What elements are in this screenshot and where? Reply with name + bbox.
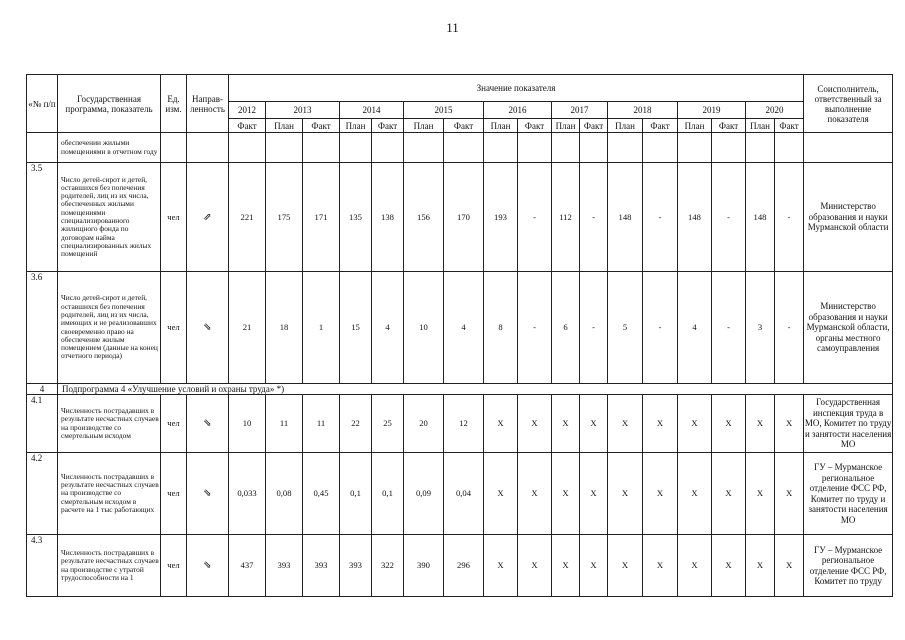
value-cell: 0,08 [266, 453, 303, 535]
value-cell: 11 [266, 395, 303, 453]
value-cell: 437 [229, 535, 266, 597]
header-fact: Факт [229, 119, 266, 133]
header-plan: План [340, 119, 372, 133]
value-cell: 21 [229, 272, 266, 384]
value-cell: 25 [372, 395, 404, 453]
header-plan: План [484, 119, 518, 133]
header-direction: Направ-ленность [187, 75, 229, 133]
value-cell: Х [608, 395, 643, 453]
header-plan: План [678, 119, 712, 133]
value-cell: 148 [608, 163, 643, 272]
subprogram-row [27, 384, 893, 395]
value-cell: 148 [678, 163, 712, 272]
value-cell: Х [552, 453, 580, 535]
value-cell: Х [678, 395, 712, 453]
value-cell: Х [484, 395, 518, 453]
value-cell: Х [746, 395, 775, 453]
value-cell: Х [775, 453, 804, 535]
value-cell: Х [775, 535, 804, 597]
value-cell: Х [518, 395, 552, 453]
value-cell: Х [643, 453, 678, 535]
header-num: «№ п/п [27, 75, 58, 133]
row-unit: чел [161, 163, 187, 272]
value-cell: - [580, 163, 608, 272]
row-unit: чел [161, 395, 187, 453]
value-cell: 171 [303, 163, 340, 272]
row-responsible: Министерство образования и науки Мурманской области [804, 163, 893, 272]
value-cell: Х [580, 535, 608, 597]
value-cell: 0,033 [229, 453, 266, 535]
row-name: Число детей-сирот и детей, оставшихся без попечения родителей, лиц из их числа, обеспеченных жилыми помещениями специализированного жилищного фонда по договорам найма специализированных жилых помещений [58, 163, 161, 272]
value-cell: 322 [372, 535, 404, 597]
header-year: 2020 [746, 102, 804, 119]
value-cell: 20 [404, 395, 444, 453]
header-year: 2014 [340, 102, 404, 119]
header-unit: Ед. изм. [161, 75, 187, 133]
value-cell: 0,45 [303, 453, 340, 535]
value-cell: 18 [266, 272, 303, 384]
value-cell: 0,1 [372, 453, 404, 535]
header-fact: Факт [775, 119, 804, 133]
row-number: 4.3 [27, 535, 58, 597]
value-cell: Х [484, 535, 518, 597]
value-cell: 4 [444, 272, 484, 384]
value-cell: 10 [229, 395, 266, 453]
subprogram-num: 4 [27, 384, 58, 395]
value-cell: 393 [340, 535, 372, 597]
value-cell: 390 [404, 535, 444, 597]
value-cell: 170 [444, 163, 484, 272]
header-fact: Факт [643, 119, 678, 133]
header-fact: Факт [712, 119, 746, 133]
value-cell: 12 [444, 395, 484, 453]
table-row [27, 163, 893, 272]
header-plan: План [552, 119, 580, 133]
table-row [27, 272, 893, 384]
value-cell: Х [746, 453, 775, 535]
row-number: 4.1 [27, 395, 58, 453]
value-cell: Х [580, 395, 608, 453]
row-unit: чел [161, 535, 187, 597]
value-cell: 0,04 [444, 453, 484, 535]
value-cell: Х [608, 535, 643, 597]
header-values: Значение показателя [229, 75, 804, 102]
row-responsible: ГУ – Мурманское региональное отделение ФСС РФ, Комитет по труду и занятости населения МО [804, 453, 893, 535]
row-responsible: Министерство образования и науки Мурманской области, органы местного самоуправления [804, 272, 893, 384]
value-cell: 156 [404, 163, 444, 272]
value-cell: - [643, 272, 678, 384]
value-cell: Х [712, 453, 746, 535]
value-cell: 393 [303, 535, 340, 597]
direction-arrow-icon: ⇘ [187, 395, 229, 453]
direction-arrow-icon: ⇘ [187, 453, 229, 535]
value-cell: Х [484, 453, 518, 535]
value-cell: Х [712, 395, 746, 453]
indicators-table [26, 74, 893, 597]
value-cell: Х [552, 535, 580, 597]
value-cell: Х [746, 535, 775, 597]
value-cell: 15 [340, 272, 372, 384]
header-year: 2017 [552, 102, 608, 119]
value-cell: Х [712, 535, 746, 597]
value-cell: 148 [746, 163, 775, 272]
row-name: обеспечении жилыми помещениями в отчетном году [58, 133, 161, 163]
row-number: 3.6 [27, 272, 58, 384]
row-number: 3.5 [27, 163, 58, 272]
value-cell: 10 [404, 272, 444, 384]
value-cell: 138 [372, 163, 404, 272]
value-cell: 221 [229, 163, 266, 272]
table-row [27, 395, 893, 453]
header-plan: План [608, 119, 643, 133]
value-cell: 0,09 [404, 453, 444, 535]
header-plan: План [266, 119, 303, 133]
header-year: 2012 [229, 102, 266, 119]
header-fact: Факт [580, 119, 608, 133]
value-cell: 393 [266, 535, 303, 597]
direction-arrow-icon: ⇗ [187, 163, 229, 272]
value-cell: - [712, 163, 746, 272]
header-year: 2013 [266, 102, 340, 119]
value-cell: Х [552, 395, 580, 453]
value-cell: 296 [444, 535, 484, 597]
row-unit: чел [161, 272, 187, 384]
row-name: Численность пострадавших в результате несчастных случаев на производстве со смертельным исходом [58, 395, 161, 453]
table-row [27, 535, 893, 597]
value-cell: Х [608, 453, 643, 535]
value-cell: Х [678, 535, 712, 597]
value-cell: 3 [746, 272, 775, 384]
header-fact: Факт [518, 119, 552, 133]
header-fact: Факт [372, 119, 404, 133]
row-name: Численность пострадавших в результате несчастных случаев на производстве с утратой трудоспособности на 1 [58, 535, 161, 597]
header-year: 2019 [678, 102, 746, 119]
value-cell: - [518, 163, 552, 272]
direction-arrow-icon: ⇘ [187, 272, 229, 384]
value-cell: Х [678, 453, 712, 535]
row-number: 4.2 [27, 453, 58, 535]
value-cell: Х [643, 535, 678, 597]
row-name: Численность пострадавших в результате несчастных случаев на производстве со смертельным исходом в расчете на 1 тыс работающих [58, 453, 161, 535]
table-row [27, 133, 893, 163]
row-unit: чел [161, 453, 187, 535]
header-year: 2018 [608, 102, 678, 119]
value-cell: 6 [552, 272, 580, 384]
value-cell: - [518, 272, 552, 384]
value-cell: 4 [678, 272, 712, 384]
value-cell: 11 [303, 395, 340, 453]
row-responsible: Государственная инспекция труда в МО, Комитет по труду и занятости населения МО [804, 395, 893, 453]
direction-arrow-icon: ⇘ [187, 535, 229, 597]
value-cell: 22 [340, 395, 372, 453]
value-cell: 0,1 [340, 453, 372, 535]
header-year: 2015 [404, 102, 484, 119]
value-cell: - [712, 272, 746, 384]
page-number: 11 [446, 20, 459, 35]
header-plan: План [404, 119, 444, 133]
value-cell: 5 [608, 272, 643, 384]
value-cell: Х [775, 395, 804, 453]
row-name: Число детей-сирот и детей, оставшихся без попечения родителей, лиц из их числа, имеющих и не реализовавших своевременно право на обеспечение жилым помещением (данные на конец отчетного периода) [58, 272, 161, 384]
header-plan: План [746, 119, 775, 133]
value-cell: - [580, 272, 608, 384]
value-cell: 175 [266, 163, 303, 272]
value-cell: 135 [340, 163, 372, 272]
row-responsible: ГУ – Мурманское региональное отделение ФСС РФ, Комитет по труду [804, 535, 893, 597]
value-cell: 1 [303, 272, 340, 384]
subprogram-title: Подпрограмма 4 «Улучшение условий и охраны труда» *) [58, 384, 893, 395]
value-cell: - [775, 272, 804, 384]
value-cell: Х [580, 453, 608, 535]
header-fact: Факт [303, 119, 340, 133]
header-fact: Факт [444, 119, 484, 133]
header-year: 2016 [484, 102, 552, 119]
table-row [27, 453, 893, 535]
value-cell: - [775, 163, 804, 272]
value-cell: Х [518, 535, 552, 597]
header-responsible: Соисполнитель, ответственный за выполнение показателя [804, 75, 893, 133]
value-cell: 8 [484, 272, 518, 384]
value-cell: 4 [372, 272, 404, 384]
value-cell: 112 [552, 163, 580, 272]
value-cell: Х [643, 395, 678, 453]
value-cell: 193 [484, 163, 518, 272]
header-program: Государственная программа, показатель [58, 75, 161, 133]
value-cell: Х [518, 453, 552, 535]
value-cell: - [643, 163, 678, 272]
